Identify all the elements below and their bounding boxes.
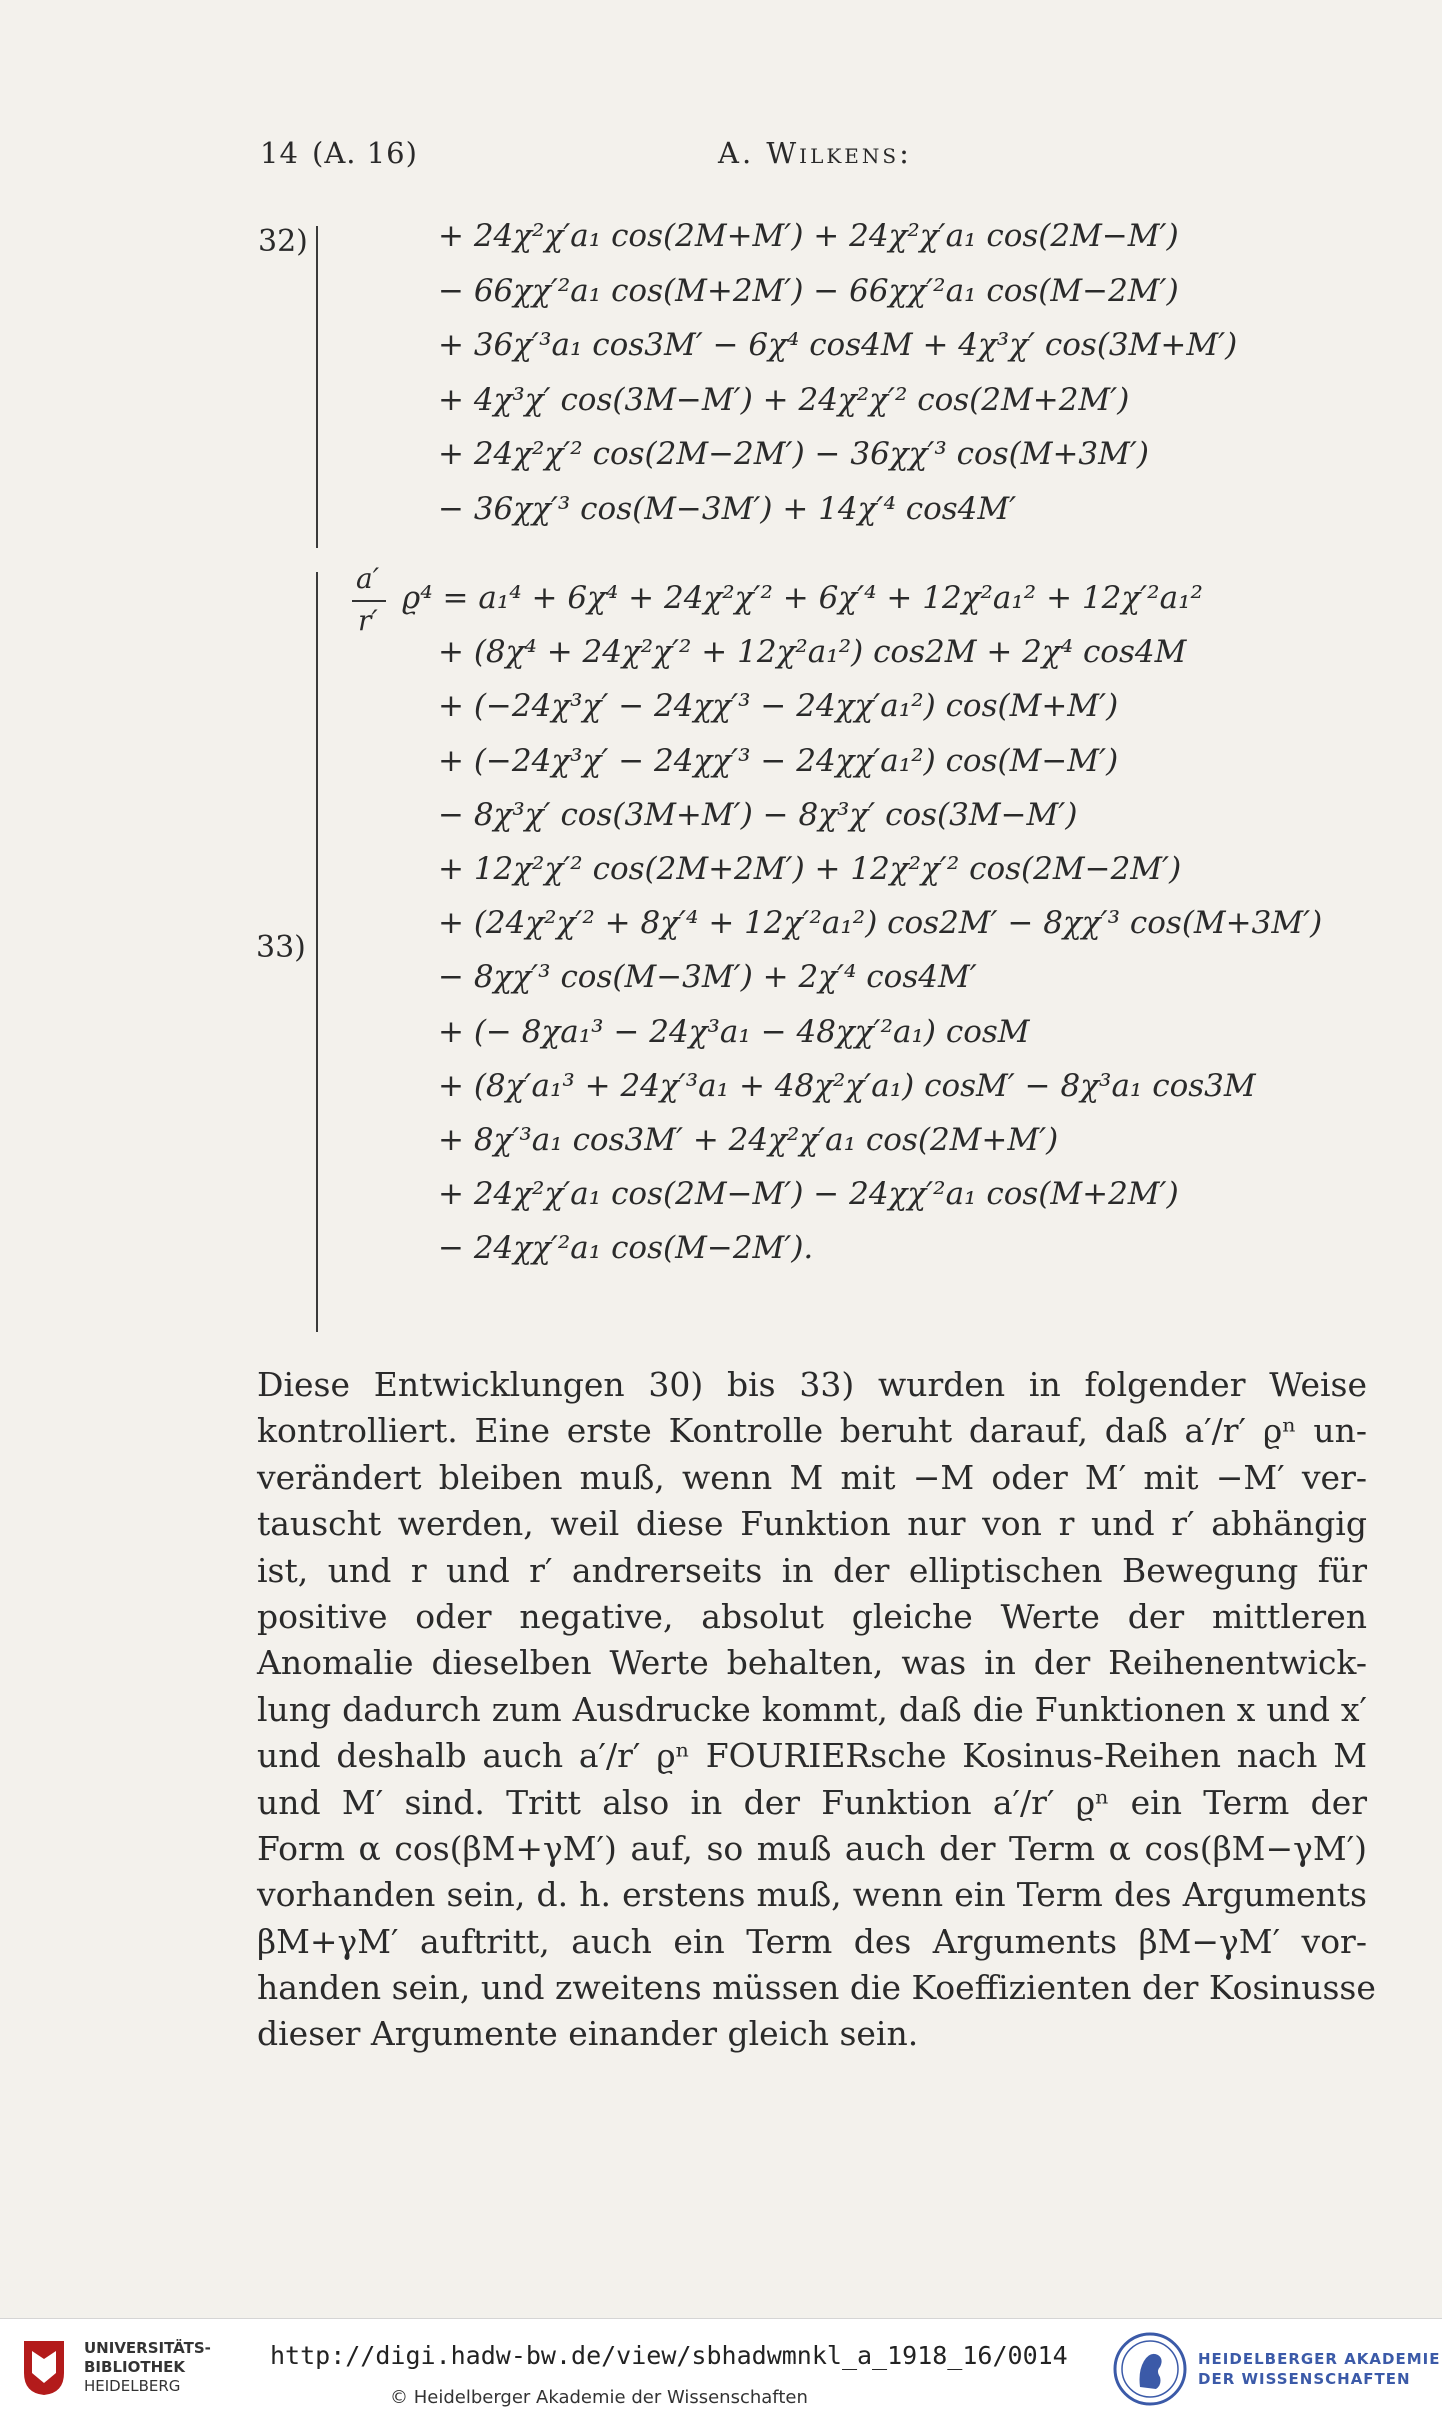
paragraph-line: und deshalb auch a′/r′ ϱⁿ FOURIERsche Kosinus-Reihen nach M (257, 1736, 1367, 1776)
paragraph-line: dieser Argumente einander gleich sein. (257, 2014, 919, 2054)
body-paragraph (257, 1362, 1376, 2058)
source-url-link[interactable]: http://digi.hadw-bw.de/view/sbhadwmnkl_a_1918_16/0014 (270, 2341, 1068, 2370)
series-reference: (A. 16) (312, 136, 418, 170)
university-library-name (84, 2339, 211, 2396)
footer-bar (0, 2318, 1442, 2421)
equation-line: + 24χ²χ′a₁ cos(2M+M′) + 24χ²χ′a₁ cos(2M−M′) (438, 218, 1179, 254)
equation-bracket-32 (316, 226, 318, 548)
author-name: A. Wilkens: (718, 136, 912, 170)
equation-line: + (8χ⁴ + 24χ²χ′² + 12χ²a₁²) cos2M + 2χ⁴ cos4M (438, 634, 1187, 671)
paragraph-line: ist, und r und r′ andrerseits in der elliptischen Bewegung für (257, 1550, 1367, 1590)
paragraph-line: tauscht werden, weil diese Funktion nur von r und r′ abhängig (257, 1504, 1367, 1544)
equation-line: − 36χχ′³ cos(M−3M′) + 14χ′⁴ cos4M′ (438, 490, 1017, 527)
library-name-line-1: UNIVERSITÄTS- (84, 2339, 211, 2357)
academy-seal-icon (1112, 2331, 1188, 2407)
fraction-denominator: r′ (358, 604, 378, 637)
equation-label-32: 32) (258, 224, 308, 259)
equation-line: + (−24χ³χ′ − 24χχ′³ − 24χχ′a₁²) cos(M−M′) (438, 742, 1119, 779)
academy-name (1198, 2349, 1441, 2389)
equation-line: + 4χ³χ′ cos(3M−M′) + 24χ²χ′² cos(2M+2M′) (438, 381, 1130, 418)
paragraph-line: verändert bleiben muß, wenn M mit −M oder M′ mit −M′ ver- (257, 1457, 1367, 1497)
equation-line: − 8χχ′³ cos(M−3M′) + 2χ′⁴ cos4M′ (438, 959, 977, 996)
equation-line: − 8χ³χ′ cos(3M+M′) − 8χ³χ′ cos(3M−M′) (438, 796, 1078, 833)
equation-line: − 66χχ′²a₁ cos(M+2M′) − 66χχ′²a₁ cos(M−2M′) (438, 272, 1179, 309)
paragraph-line: handen sein, und zweitens müssen die Koeffizienten der Kosinusse (257, 1968, 1376, 2008)
equation-line: ϱ⁴ = a₁⁴ + 6χ⁴ + 24χ²χ′² + 6χ′⁴ + 12χ²a₁² + 12χ′²a₁² (402, 580, 1203, 616)
paragraph-line: Form α cos(βM+γM′) auf, so muß auch der Term α cos(βM−γM′) (257, 1828, 1367, 1868)
equation-line: + (− 8χa₁³ − 24χ³a₁ − 48χχ′²a₁) cosM (438, 1013, 1030, 1050)
paragraph-line: Diese Entwicklungen 30) bis 33) wurden in folgender Weise (257, 1365, 1367, 1404)
paragraph-line: kontrolliert. Eine erste Kontrolle beruht darauf, daß a′/r′ ϱⁿ un- (257, 1411, 1367, 1451)
paragraph-line: Anomalie dieselben Werte behalten, was in der Reihenentwick- (257, 1643, 1367, 1683)
equation-label-33: 33) (256, 930, 306, 965)
equation-line: + (8χ′a₁³ + 24χ′³a₁ + 48χ²χ′a₁) cosM′ − 8χ³a₁ cos3M (438, 1067, 1256, 1104)
equation-line: + (24χ²χ′² + 8χ′⁴ + 12χ′²a₁²) cos2M′ − 8χχ′³ cos(M+3M′) (438, 905, 1323, 942)
university-library-logo-icon (14, 2333, 74, 2399)
equation-line: + 36χ′³a₁ cos3M′ − 6χ⁴ cos4M + 4χ³χ′ cos(3M+M′) (438, 327, 1238, 363)
equation-line: + 8χ′³a₁ cos3M′ + 24χ²χ′a₁ cos(2M+M′) (438, 1122, 1059, 1158)
paragraph-line: lung dadurch zum Ausdrucke kommt, daß die Funktionen x und x′ (257, 1689, 1367, 1729)
library-name-line-2: BIBLIOTHEK (84, 2358, 185, 2376)
equation-line: + 12χ²χ′² cos(2M+2M′) + 12χ²χ′² cos(2M−2M′) (438, 851, 1182, 887)
paragraph-line: vorhanden sein, d. h. erstens muß, wenn ein Term des Arguments (257, 1875, 1367, 1915)
equation-line: + (−24χ³χ′ − 24χχ′³ − 24χχ′a₁²) cos(M+M′) (438, 688, 1119, 725)
library-name-line-3: HEIDELBERG (84, 2377, 181, 2395)
page-number: 14 (260, 136, 299, 170)
academy-name-line-1: HEIDELBERGER AKADEMIE (1198, 2350, 1441, 2368)
copyright-notice: © Heidelberger Akademie der Wissenschaften (390, 2387, 808, 2408)
fraction-bar (352, 600, 386, 602)
equation-line: + 24χ²χ′a₁ cos(2M−M′) − 24χχ′²a₁ cos(M+2M′) (438, 1176, 1179, 1213)
running-header (260, 136, 1380, 176)
paragraph-line: positive oder negative, absolut gleiche Werte der mittleren (257, 1596, 1367, 1636)
equation-line: − 24χχ′²a₁ cos(M−2M′). (438, 1230, 814, 1267)
paragraph-line: und M′ sind. Tritt also in der Funktion a′/r′ ϱⁿ ein Term der (257, 1782, 1367, 1822)
fraction-numerator: a′ (356, 562, 380, 595)
paragraph-line: βM+γM′ auftritt, auch ein Term des Arguments βM−γM′ vor- (257, 1921, 1367, 1961)
equation-bracket-33 (316, 572, 318, 1332)
academy-name-line-2: DER WISSENSCHAFTEN (1198, 2370, 1411, 2388)
equation-line: + 24χ²χ′² cos(2M−2M′) − 36χχ′³ cos(M+3M′) (438, 436, 1150, 472)
